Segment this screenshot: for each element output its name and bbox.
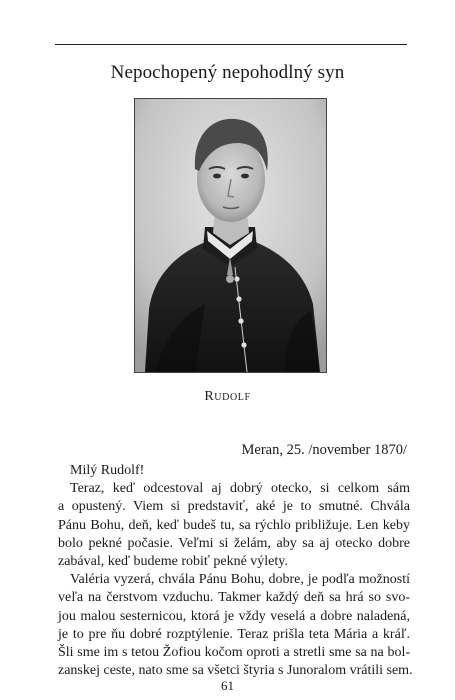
letter-line: Teraz, keď odcestoval aj dobrý otecko, si celkom sám [70,481,410,497]
letter-line: bolo pekné počasie. Veľmi si želám, aby sa aj otecko dobre [58,535,410,551]
letter-salutation: Milý Rudolf! [70,463,145,478]
chapter-title: Nepochopený nepohodlný syn [110,62,345,83]
letter-line: zabával, keď budeme robiť pekné výlety. [58,553,288,569]
letter-line: Valéria vyzerá, chvála Pánu Bohu, dobre, je podľa možností [70,572,410,588]
letter-line: jou malou sesternicou, ktorá je vždy veselá a dobre naladená, [58,608,410,624]
page-number: 61 [221,678,234,693]
letter-line: a opustený. Viem si predstaviť, aké je to smutné. Chvála [58,499,410,515]
top-rule [55,44,407,45]
letter-line: Pánu Bohu, deň, keď budeš tu, sa rýchlo približuje. Len keby [58,517,410,533]
portrait-photo-image [135,99,326,372]
letter-body [58,462,413,680]
letter-line: je to pre ňu dobré rozptýlenie. Teraz prišla teta Mária a kráľ. [58,626,410,642]
letter-line: veľa na čerstvom vzduchu. Takmer každý deň sa hrá so svo- [58,590,410,606]
photo-caption: Rudolf [204,389,251,404]
letter-dateline: Meran, 25. /november 1870/ [241,442,407,458]
portrait-photo [134,98,327,373]
letter-line: zanskej ceste, nato sme sa všetci štyria s Junoralom vrátili sem. [58,663,413,679]
letter-line: Šli sme im s tetou Žofiou kočom oproti a stretli sme sa na bol- [58,644,410,660]
